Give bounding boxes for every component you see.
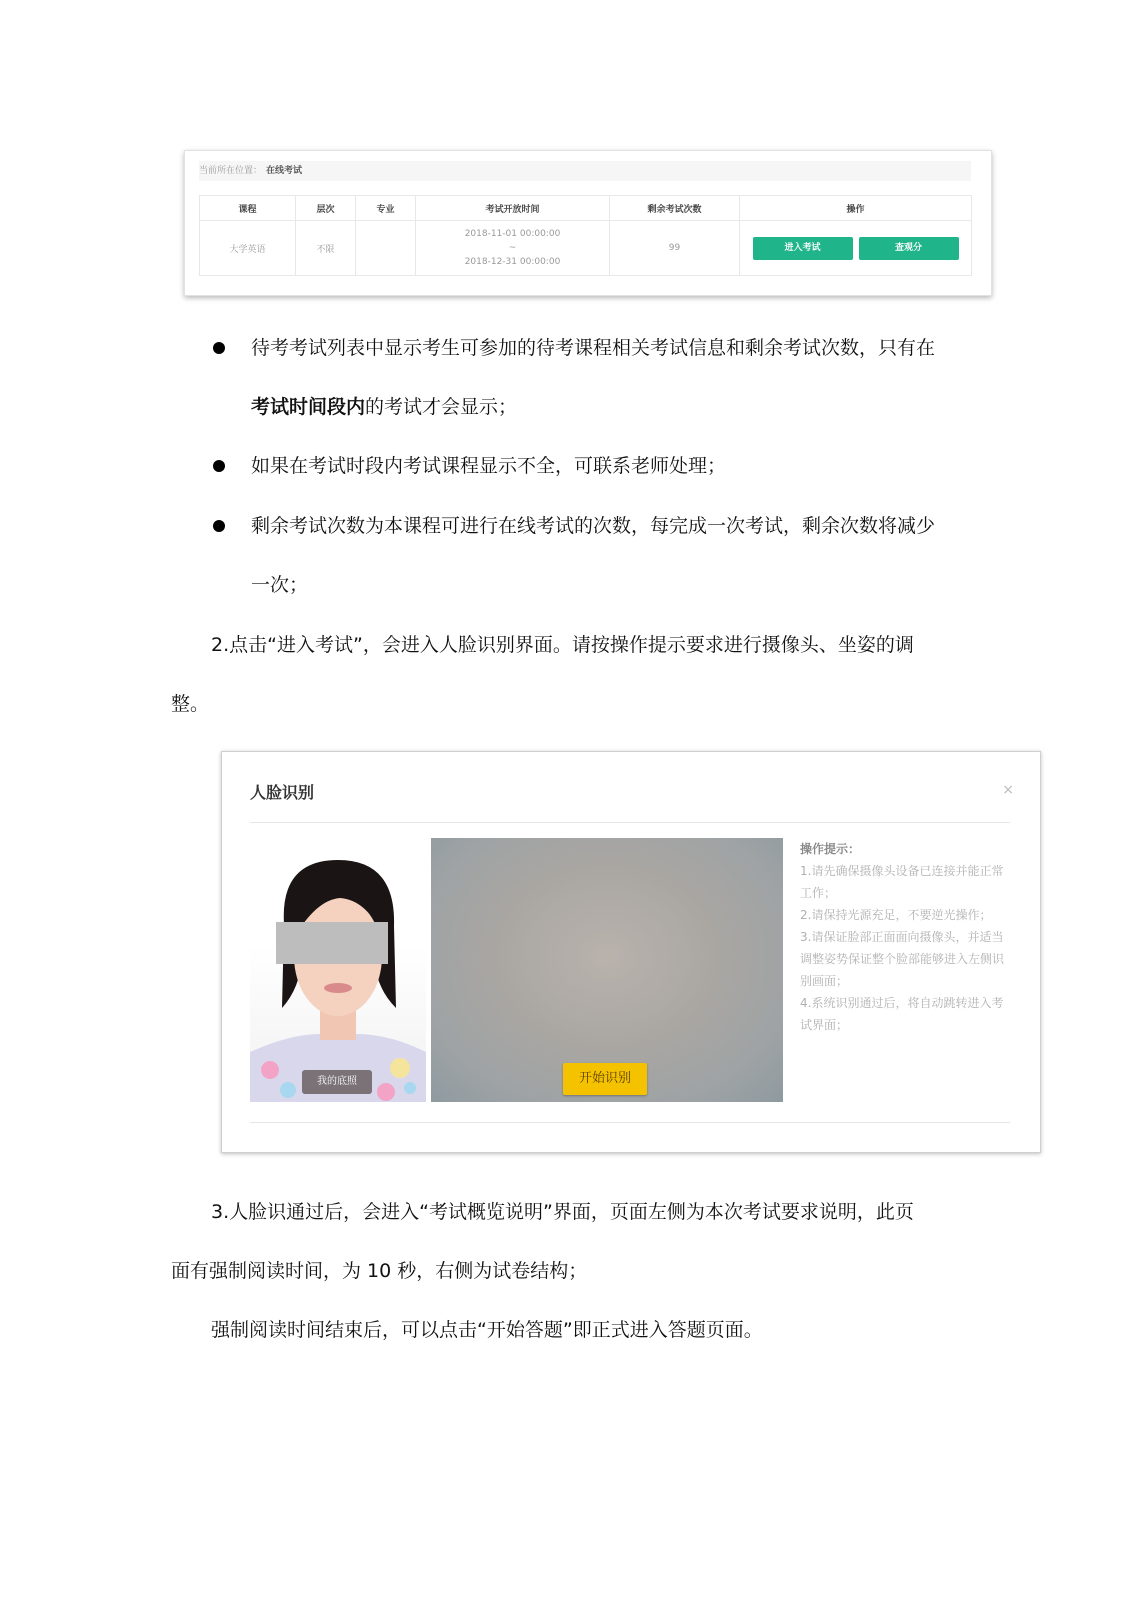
- exam-list-screenshot: [184, 150, 992, 296]
- breadcrumb: [199, 161, 971, 181]
- bullet-dot: [213, 342, 225, 354]
- my-base-photo: [250, 838, 426, 1102]
- table-header-row: [200, 196, 972, 221]
- tip-item: 2.请保持光源充足，不要逆光操作；: [800, 908, 992, 922]
- para2-line1: 2.点击“进入考试”，会进入人脸识别界面。请按操作提示要求进行摄像头、坐姿的调: [211, 634, 914, 656]
- bullet1-line2: [251, 394, 517, 420]
- table-row: [200, 221, 972, 276]
- para4: 强制阅读时间结束后，可以点击“开始答题”即正式进入答题页面。: [211, 1319, 763, 1341]
- para2-line2: 整。: [171, 693, 210, 715]
- bullet-dot: [213, 460, 225, 472]
- bullet1-rest: 的考试才会显示；: [365, 396, 518, 418]
- para3-line1: 3.人脸识通过后，会进入“考试概览说明”界面，页面左侧为本次考试要求说明，此页: [211, 1201, 914, 1223]
- cell-course: 大学英语: [200, 221, 296, 276]
- divider: [250, 822, 1010, 823]
- header-major: 专业: [356, 196, 416, 221]
- bullet1-bold: 考试时间段内: [251, 396, 366, 418]
- time-sep: ~: [508, 243, 517, 253]
- exam-table: [199, 195, 972, 276]
- my-photo-label: 我的底照: [302, 1070, 372, 1094]
- cell-open-time: [416, 221, 610, 276]
- bullet3-line2: 一次；: [251, 574, 309, 596]
- header-course: 课程: [200, 196, 296, 221]
- time-start: 2018-11-01 00:00:00: [464, 229, 561, 239]
- close-icon[interactable]: ×: [1002, 782, 1014, 798]
- cell-remaining: 99: [610, 221, 740, 276]
- tips-title: 操作提示：: [800, 842, 861, 856]
- view-score-button[interactable]: 查观分: [859, 237, 959, 260]
- face-recognition-screenshot: [221, 751, 1041, 1153]
- header-level: 层次: [296, 196, 356, 221]
- bullet-dot: [213, 520, 225, 532]
- operation-tips: [800, 838, 1010, 1036]
- tip-item: 4.系统识别通过后，将自动跳转进入考试界面；: [800, 996, 1004, 1032]
- dialog-title: 人脸识别: [250, 783, 315, 802]
- para3-line2: 面有强制阅读时间，为 10 秒，右侧为试卷结构；: [171, 1260, 588, 1282]
- start-recognition-button[interactable]: 开始识别: [563, 1063, 647, 1095]
- enter-exam-button[interactable]: 进入考试: [753, 237, 853, 260]
- time-end: 2018-12-31 00:00:00: [464, 257, 561, 267]
- breadcrumb-prefix: 当前所在位置：: [199, 166, 263, 176]
- tip-item: 1.请先确保摄像头设备已连接并能正常工作；: [800, 864, 1004, 900]
- divider: [250, 1122, 1010, 1123]
- cell-actions: [740, 221, 972, 276]
- bullet1-line1: 待考考试列表中显示考生可参加的待考课程相关考试信息和剩余考试次数，只有在: [251, 337, 936, 359]
- privacy-mask: [276, 922, 388, 964]
- portrait-illustration: [250, 838, 426, 1102]
- bullet3-line1: 剩余考试次数为本课程可进行在线考试的次数，每完成一次考试，剩余次数将减少: [251, 515, 936, 537]
- header-open-time: 考试开放时间: [416, 196, 610, 221]
- cell-major: [356, 221, 416, 276]
- camera-preview: [431, 838, 783, 1102]
- bullet2: 如果在考试时段内考试课程显示不全，可联系老师处理；: [251, 455, 727, 477]
- tip-item: 3.请保证脸部正面面向摄像头，并适当调整姿势保证整个脸部能够进入左侧识别画面；: [800, 930, 1005, 988]
- breadcrumb-current[interactable]: 在线考试: [266, 166, 303, 176]
- header-actions: 操作: [740, 196, 972, 221]
- header-remaining: 剩余考试次数: [610, 196, 740, 221]
- cell-level: 不限: [296, 221, 356, 276]
